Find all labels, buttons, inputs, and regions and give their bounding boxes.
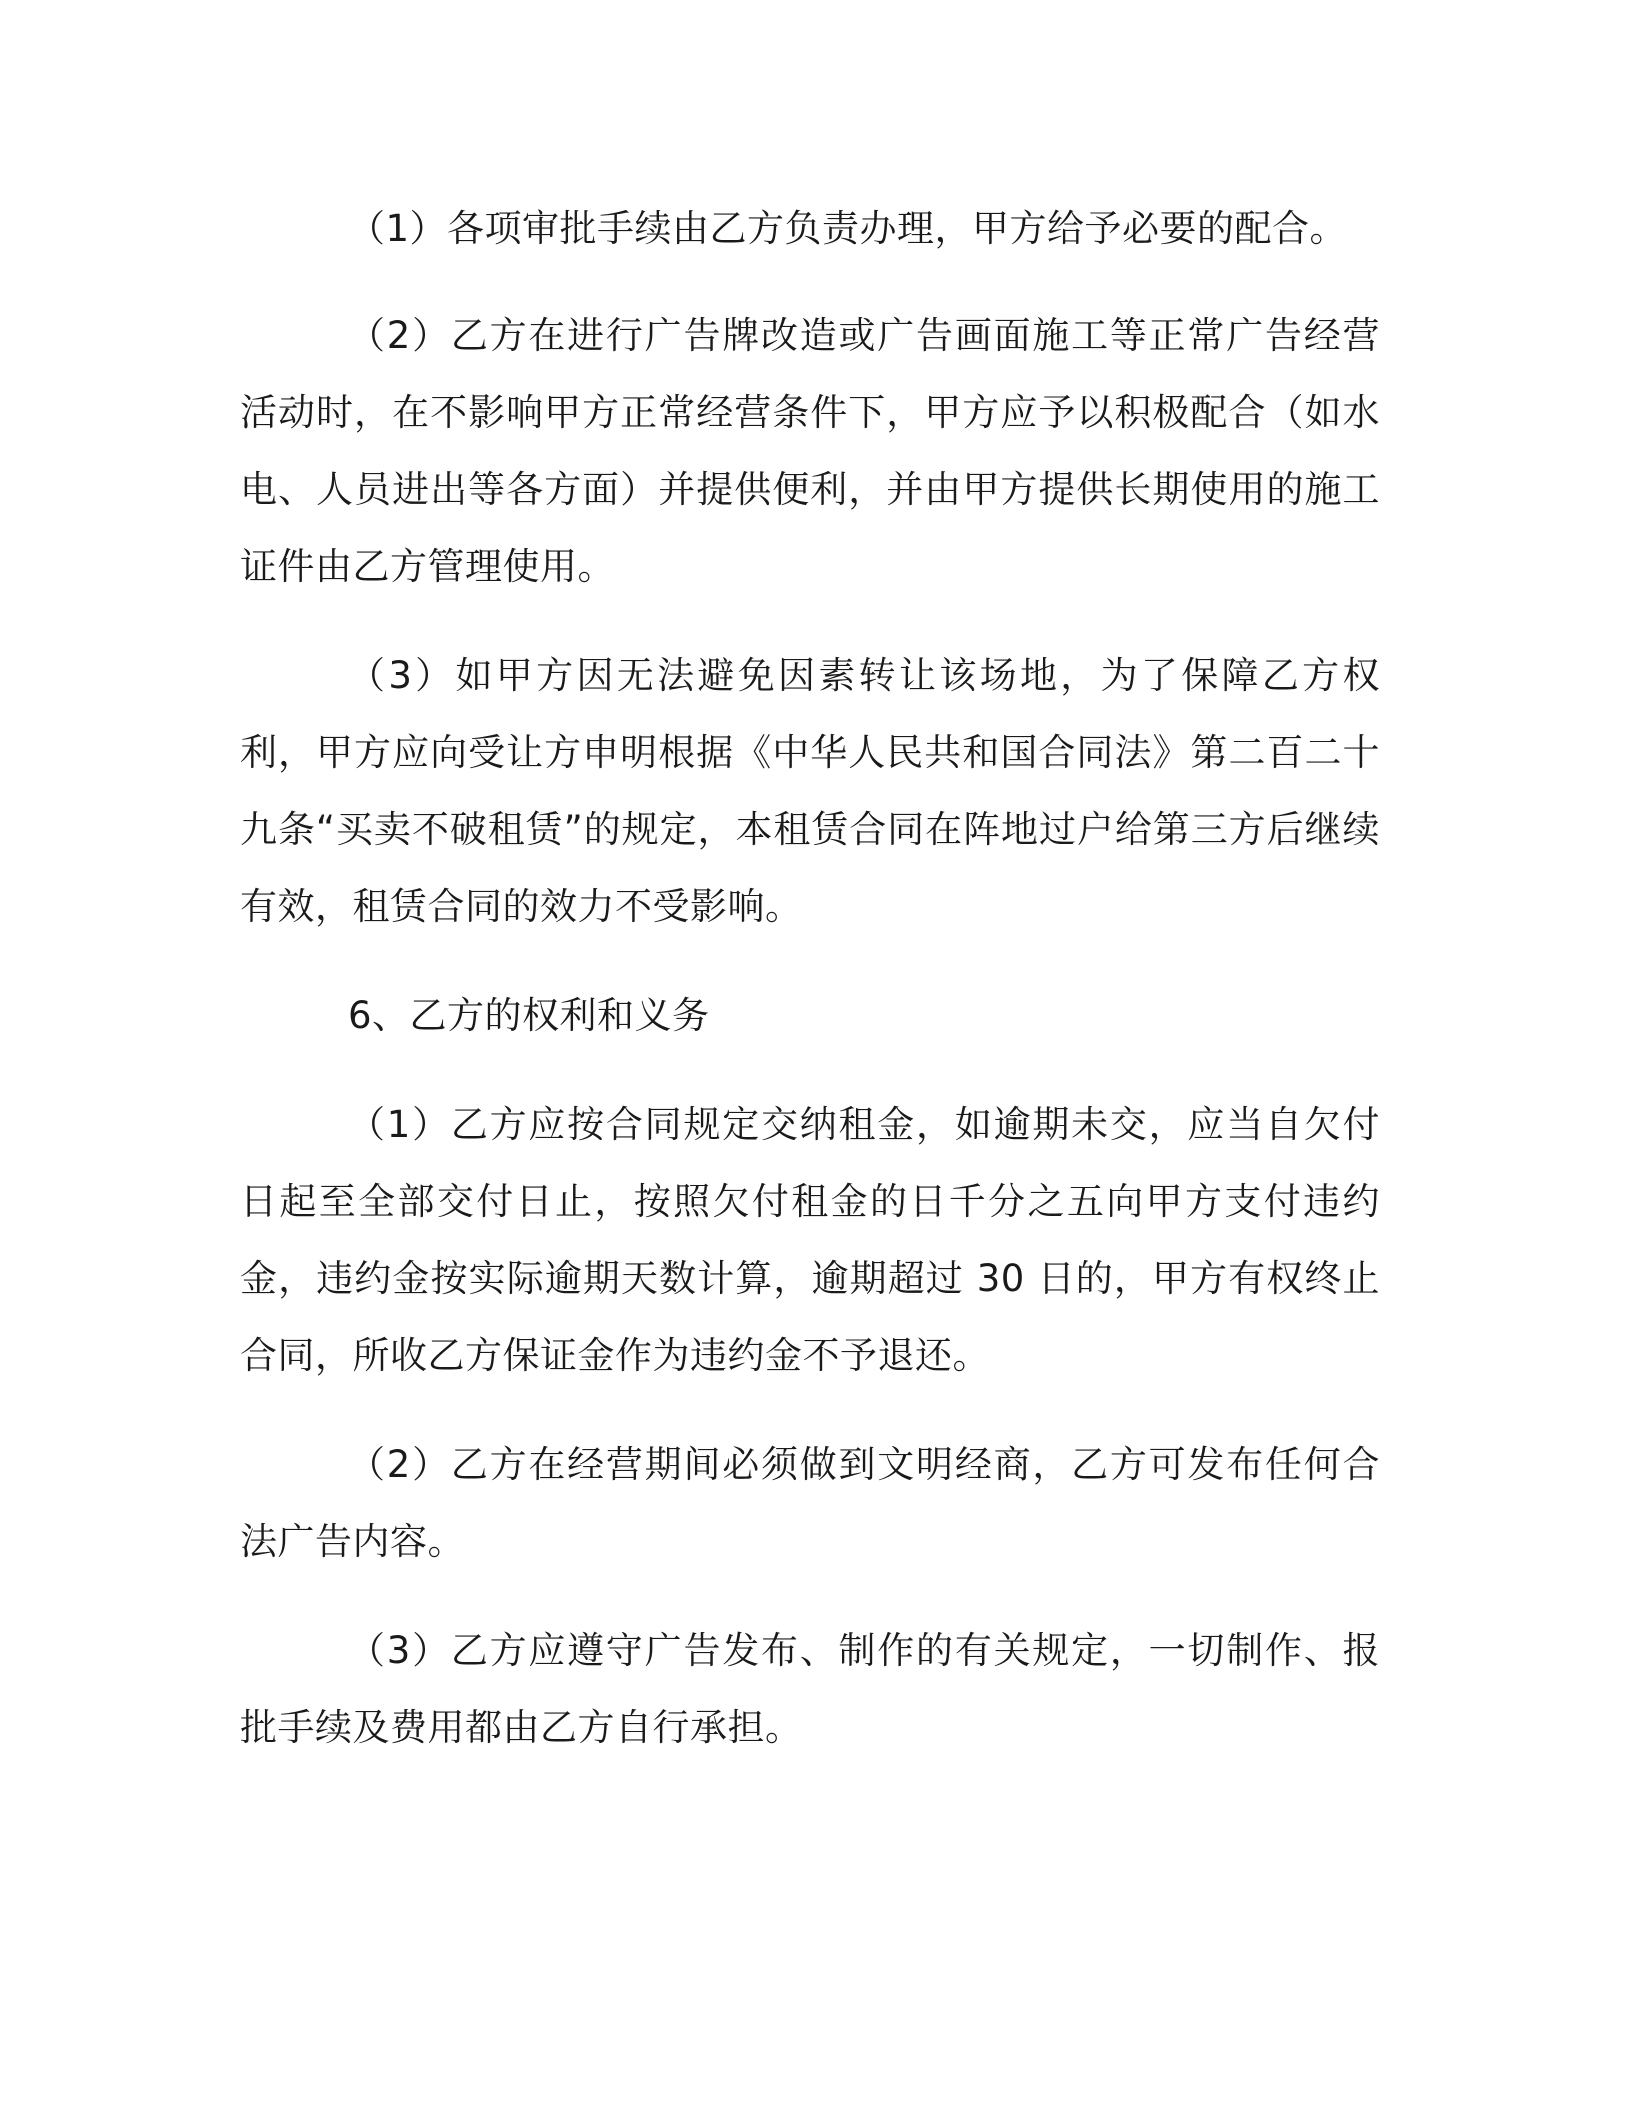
paragraph-site-transfer: （3）如甲方因无法避免因素转让该场地，为了保障乙方权利，甲方应向受让方申明根据《中华人民共和国合同法》第二百二十九条“买卖不破租赁”的规定，本租赁合同在阵地过户给第三方后继续有效，租赁合同的效力不受影响。 [240, 654, 1380, 928]
paragraph-construction-cooperation: （2）乙方在进行广告牌改造或广告画面施工等正常广告经营活动时，在不影响甲方正常经营条件下，甲方应予以积极配合（如水电、人员进出等各方面）并提供便利，并由甲方提供长期使用的施工证件由乙方管理使用。 [240, 314, 1380, 588]
paragraph-civil-business: （2）乙方在经营期间必须做到文明经商，乙方可发布任何合法广告内容。 [240, 1443, 1380, 1563]
section-heading-party-b-rights: 6、乙方的权利和义务 [348, 994, 710, 1037]
paragraph-ad-regulations: （3）乙方应遵守广告发布、制作的有关规定，一切制作、报批手续及费用都由乙方自行承担。 [240, 1629, 1380, 1749]
paragraph-rent-payment: （1）乙方应按合同规定交纳租金，如逾期未交，应当自欠付日起至全部交付日止，按照欠付租金的日千分之五向甲方支付违约金，违约金按实际逾期天数计算，逾期超过 30 日的，甲方有权终止合同，所收乙方保证金作为违约金不予退还。 [240, 1103, 1380, 1377]
document-body [240, 190, 1380, 1766]
paragraph-approval-procedures: （1）各项审批手续由乙方负责办理，甲方给予必要的配合。 [348, 207, 1348, 250]
